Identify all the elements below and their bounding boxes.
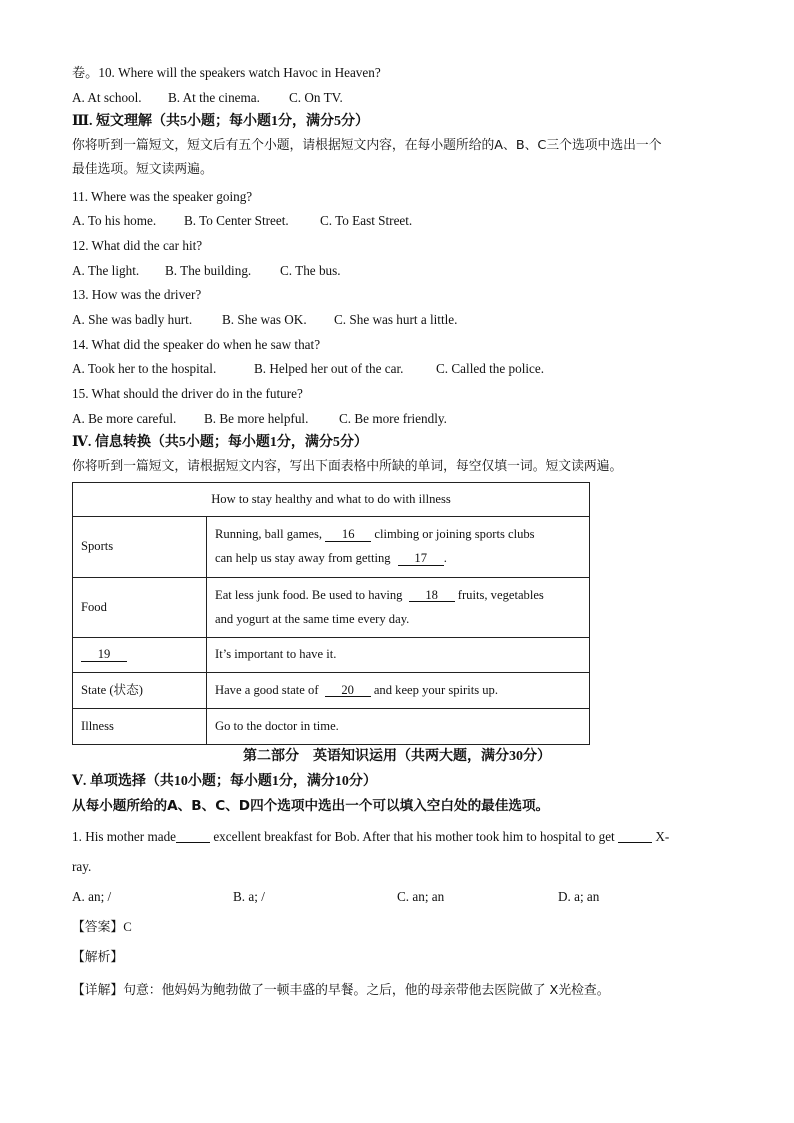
blank-20: 20 <box>325 684 371 698</box>
option-c: C. Be more friendly. <box>339 411 447 426</box>
q11-options <box>72 214 772 230</box>
option-c: C. She was hurt a little. <box>334 312 458 327</box>
row-value-illness: Go to the doctor in time. <box>207 709 590 745</box>
option-b: B. At the cinema. <box>168 90 260 105</box>
part-2-heading: 第二部分 英语知识运用（共两大题，满分30分） <box>243 749 551 764</box>
blank <box>618 829 652 843</box>
row-key-sports: Sports <box>73 517 207 578</box>
blank-18: 18 <box>409 589 455 603</box>
option-b: B. Helped her out of the car. <box>254 361 404 376</box>
section-4-title: Ⅳ. 信息转换（共5小题；每小题1分，满分5分） <box>72 435 368 450</box>
section-3-instruction-cont: 最佳选项。短文读两遍。 <box>72 162 213 177</box>
option-a: A. Be more careful. <box>72 411 177 426</box>
option-c: C. To East Street. <box>320 213 413 228</box>
q10-options <box>72 91 772 107</box>
option-b: B. She was OK. <box>222 312 307 327</box>
question-15: 15. What should the driver do in the future? <box>72 386 303 401</box>
detail-label: 【详解】 <box>72 983 124 998</box>
cell-text: . <box>443 551 447 565</box>
option-b: B. a; / <box>233 889 265 904</box>
blank-17: 17 <box>398 552 444 566</box>
cell-text: Have a good state of <box>215 682 319 697</box>
question-1-cont: ray. <box>72 859 92 874</box>
cell-text: fruits, vegetables <box>457 587 544 602</box>
section-5-instruction: 从每小题所给的A、B、C、D四个选项中选出一个可以填入空白处的最佳选项。 <box>72 798 550 814</box>
table-header: How to stay healthy and what to do with illness <box>73 483 590 517</box>
q10-line: 卷。10. Where will the speakers watch Havoc in Heaven? <box>72 65 381 80</box>
option-b: B. The building. <box>165 263 252 278</box>
row-value-food <box>207 578 590 638</box>
question-11: 11. Where was the speaker going? <box>72 189 253 204</box>
option-c: C. The bus. <box>280 263 341 278</box>
section-3-title: Ⅲ. 短文理解（共5小题；每小题1分，满分5分） <box>72 114 370 129</box>
q1-options <box>72 890 772 906</box>
row-key-food: Food <box>73 578 207 638</box>
table-row <box>73 673 590 709</box>
blank <box>176 829 210 843</box>
row-key-illness: Illness <box>73 709 207 745</box>
answer-line <box>72 921 132 935</box>
row-value-sports <box>207 517 590 578</box>
q1-text: excellent breakfast for Bob. After that his mother took him to hospital to get <box>213 829 615 844</box>
option-a: A. an; / <box>72 889 112 904</box>
question-12: 12. What did the car hit? <box>72 238 203 253</box>
section-5-title: Ⅴ. 单项选择（共10小题；每小题1分，满分10分） <box>72 774 377 789</box>
question-1 <box>72 829 669 843</box>
row-value-state <box>207 673 590 709</box>
question-13: 13. How was the driver? <box>72 287 202 302</box>
table-row <box>73 709 590 745</box>
cell-text: and keep your spirits up. <box>373 682 498 697</box>
info-table <box>72 482 590 745</box>
q15-options <box>72 412 772 428</box>
question-14: 14. What did the speaker do when he saw that? <box>72 337 321 352</box>
cell-text: and yogurt at the same time every day. <box>215 611 410 626</box>
option-a: A. Took her to the hospital. <box>72 361 217 376</box>
row-key-state: State (状态) <box>73 673 207 709</box>
q14-options <box>72 362 772 378</box>
cell-text: can help us stay away from getting <box>215 551 391 565</box>
q13-options <box>72 313 772 329</box>
detail-line <box>72 985 610 998</box>
detail-text: 句意：他妈妈为鲍勃做了一顿丰盛的早餐。之后，他的母亲带他去医院做了 X光检查。 <box>123 983 610 998</box>
option-c: C. an; an <box>397 889 445 904</box>
q1-text: X- <box>655 829 670 844</box>
blank-19: 19 <box>81 648 127 662</box>
row-key-19 <box>73 638 207 673</box>
option-a: A. She was badly hurt. <box>72 312 193 327</box>
blank-16: 16 <box>325 528 371 542</box>
cell-text: Eat less junk food. Be used to having <box>215 587 403 602</box>
option-c: C. On TV. <box>289 90 343 105</box>
answer-label: 【答案】 <box>72 920 124 935</box>
section-4-instruction: 你将听到一篇短文，请根据短文内容，写出下面表格中所缺的单词，每空仅填一词。短文读两遍。 <box>72 459 623 474</box>
cell-text: climbing or joining sports clubs <box>374 527 535 542</box>
option-b: B. To Center Street. <box>184 213 289 228</box>
analysis-label: 【解析】 <box>72 950 124 965</box>
q1-text: 1. His mother made <box>72 829 177 844</box>
section-3-instruction: 你将听到一篇短文，短文后有五个小题，请根据短文内容，在每小题所给的A、B、C三个选项中选出一个 <box>72 138 662 153</box>
table-row <box>73 638 590 673</box>
option-a: A. At school. <box>72 90 142 105</box>
option-a: A. The light. <box>72 263 140 278</box>
option-d: D. a; an <box>558 889 600 904</box>
option-b: B. Be more helpful. <box>204 411 309 426</box>
option-c: C. Called the police. <box>436 361 545 376</box>
table-row <box>73 578 590 638</box>
row-value-19: It’s important to have it. <box>207 638 590 673</box>
table-header-row <box>73 483 590 517</box>
answer-value: C <box>123 920 132 934</box>
cell-text: Running, ball games, <box>215 527 323 542</box>
table-row <box>73 517 590 578</box>
q12-options <box>72 264 772 280</box>
option-a: A. To his home. <box>72 213 157 228</box>
